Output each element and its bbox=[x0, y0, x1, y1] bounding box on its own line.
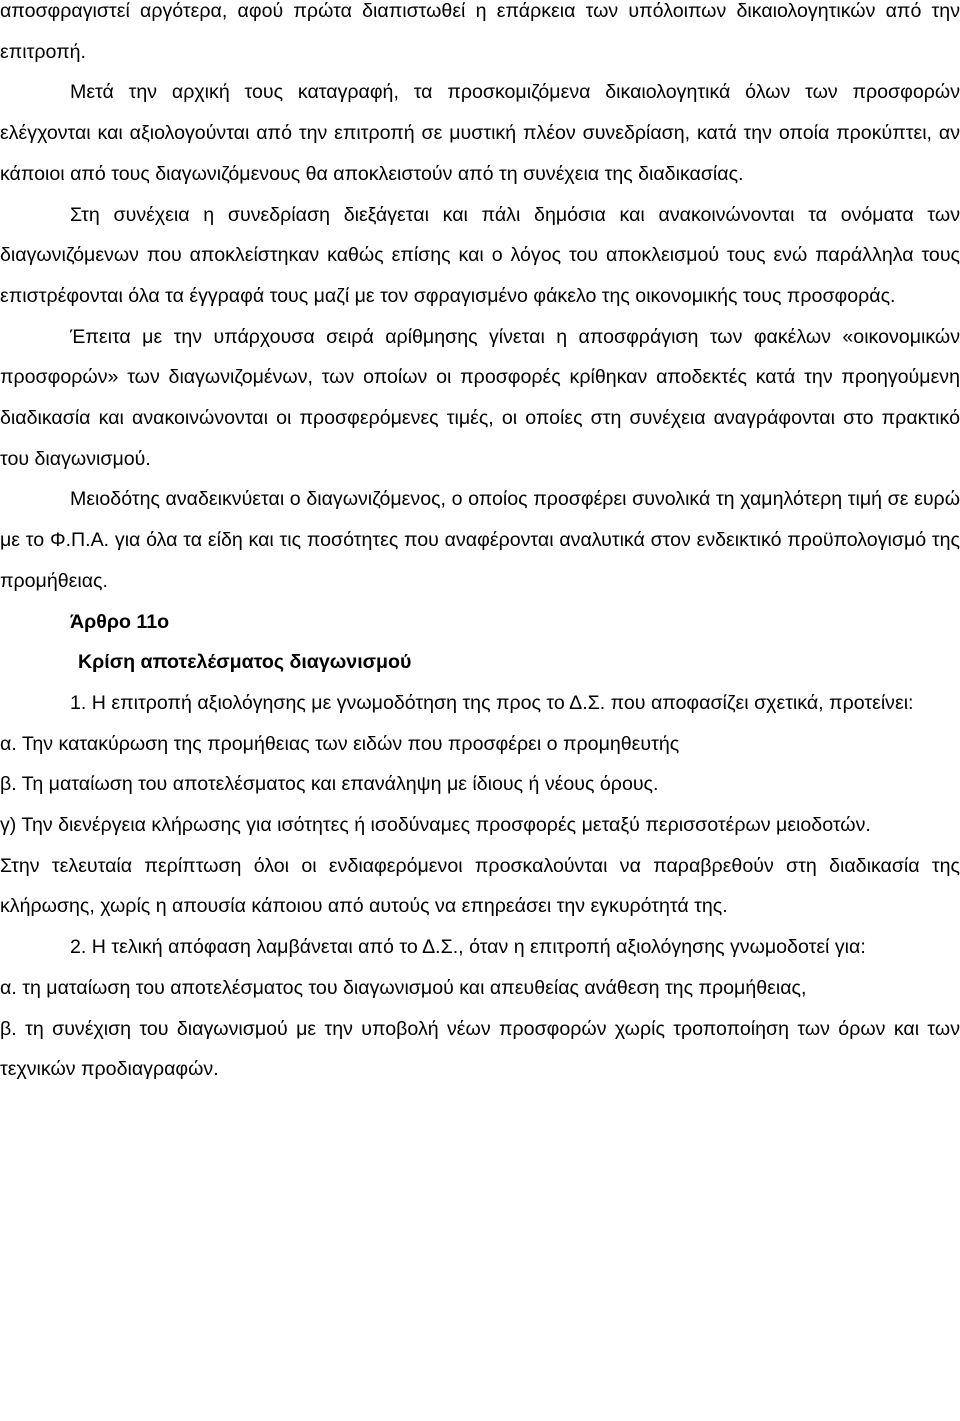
item-2b: β. τη συνέχιση του διαγωνισμού με την υποβολή νέων προσφορών χωρίς τροποποίηση των όρων και των τεχνικών προδιαγραφών. bbox=[0, 1017, 960, 1081]
paragraph-evaluation: Μετά την αρχική τους καταγραφή, τα προσκομιζόμενα δικαιολογητικά όλων των προσφορών ελέγχονται και αξιολογούνται από την επιτροπή σε μυστική πλέον συνεδρίαση, κατά την οποία προκύπτει, αν κάποιοι από τους διαγωνιζόμενους θα αποκλειστούν από τη συνέχεια της διαδικασίας. bbox=[0, 81, 960, 185]
item-2a: α. τη ματαίωση του αποτελέσματος του διαγωνισμού και απευθείας ανάθεση της προμήθειας, bbox=[0, 976, 807, 999]
item-1a: α. Την κατακύρωση της προμήθειας των ειδών που προσφέρει ο προμηθευτής bbox=[0, 732, 680, 755]
item-1b: β. Τη ματαίωση του αποτελέσματος και επανάληψη με ίδιους ή νέους όρους. bbox=[0, 773, 659, 796]
item-1d: Στην τελευταία περίπτωση όλοι οι ενδιαφερόμενοι προσκαλούνται να παραβρεθούν στη διαδικασία της κλήρωσης, χωρίς η απουσία κάποιου από αυτούς να επηρεάσει την εγκυρότητά της. bbox=[0, 854, 960, 918]
paragraph-public-session: Στη συνέχεια η συνεδρίαση διεξάγεται και πάλι δημόσια και ανακοινώνονται τα ονόματα των διαγωνιζόμενων που αποκλείστηκαν καθώς επίσης και ο λόγος του αποκλεισμού τους ενώ παράλληλα τους επιστρέφονται όλα τα έγγραφά τους μαζί με τον σφραγισμένο φάκελο της οικονομικής τους προσφοράς. bbox=[0, 203, 960, 307]
article-number: Άρθρο 11ο bbox=[70, 610, 170, 633]
paragraph-continuation: αποσφραγιστεί αργότερα, αφού πρώτα διαπιστωθεί η επάρκεια των υπόλοιπων δικαιολογητικών από την επιτροπή. bbox=[0, 0, 960, 63]
paragraph-lowest-bidder: Μειοδότης αναδεικνύεται ο διαγωνιζόμενος, ο οποίος προσφέρει συνολικά τη χαμηλότερη τιμή σε ευρώ με το Φ.Π.Α. για όλα τα είδη και τις ποσότητες που αναφέρονται αναλυτικά στον ενδεικτικό προϋπολογισμό της προμήθειας. bbox=[0, 488, 960, 592]
item-2: 2. Η τελική απόφαση λαμβάνεται από το Δ.Σ., όταν η επιτροπή αξιολόγησης γνωμοδοτεί για: bbox=[70, 936, 866, 959]
paragraph-financial-opening: Έπειτα με την υπάρχουσα σειρά αρίθμησης γίνεται η αποσφράγιση των φακέλων «οικονομικών προσφορών» των διαγωνιζομένων, των οποίων οι προσφορές κρίθηκαν αποδεκτές κατά την προηγούμενη διαδικασία και ανακοινώνονται οι προσφερόμενες τιμές, οι οποίες στη συνέχεια αναγράφονται στο πρακτικό του διαγωνισμού. bbox=[0, 325, 960, 470]
item-1: 1. Η επιτροπή αξιολόγησης με γνωμοδότηση της προς το Δ.Σ. που αποφασίζει σχετικά, προτείνει: bbox=[70, 691, 914, 714]
article-title: Κρίση αποτελέσματος διαγωνισμού bbox=[78, 651, 412, 674]
item-1c: γ) Την διενέργεια κλήρωσης για ισότητες ή ισοδύναμες προσφορές μεταξύ περισσοτέρων μειοδοτών. bbox=[0, 814, 871, 837]
